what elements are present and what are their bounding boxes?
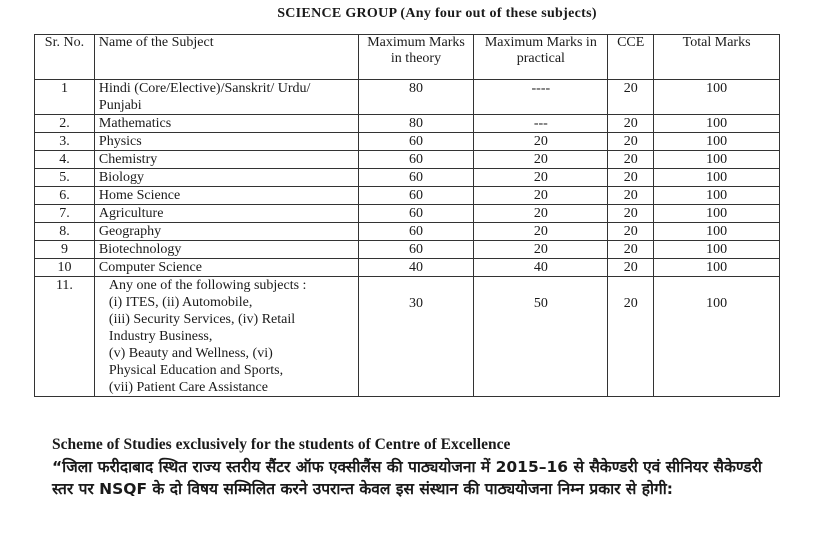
cell-subject: Biology — [94, 169, 358, 187]
cell-practical: ---- — [474, 80, 608, 115]
table-row — [35, 187, 780, 205]
cell-subject: Chemistry — [94, 151, 358, 169]
cell-total: 100 — [654, 115, 780, 133]
table-row — [35, 277, 780, 397]
cell-practical: 20 — [474, 223, 608, 241]
cell-total: 100 — [654, 80, 780, 115]
cell-total: 100 — [654, 241, 780, 259]
cell-sr: 4. — [35, 151, 95, 169]
subject-line: (vii) Patient Care Assistance — [108, 380, 268, 395]
subject-line: (iii) Security Services, (iv) Retail — [108, 312, 296, 327]
cell-practical: 20 — [474, 169, 608, 187]
cell-total: 100 — [654, 259, 780, 277]
cell-cce: 20 — [608, 223, 654, 241]
cell-cce: 20 — [608, 277, 654, 397]
table-row — [35, 259, 780, 277]
cell-total: 100 — [654, 187, 780, 205]
cell-total: 100 — [654, 151, 780, 169]
subject-line: Any one of the following subjects : — [108, 278, 307, 293]
cell-sr: 9 — [35, 241, 95, 259]
subject-line: (i) ITES, (ii) Automobile, — [108, 295, 253, 310]
scheme-title: Scheme of Studies exclusively for the students of Centre of Excellence — [52, 436, 511, 453]
cell-theory: 60 — [358, 241, 474, 259]
cell-total: 100 — [654, 133, 780, 151]
header-total: Total Marks — [654, 35, 780, 80]
cell-cce: 20 — [608, 241, 654, 259]
cell-subject: Computer Science — [94, 259, 358, 277]
cell-cce: 20 — [608, 133, 654, 151]
cell-theory: 60 — [358, 223, 474, 241]
cell-practical: 20 — [474, 187, 608, 205]
cell-subject: Geography — [94, 223, 358, 241]
cell-theory: 80 — [358, 80, 474, 115]
cell-subject: Mathematics — [94, 115, 358, 133]
cell-cce: 20 — [608, 187, 654, 205]
cell-theory: 60 — [358, 169, 474, 187]
header-practical: Maximum Marks in practical — [474, 35, 608, 80]
cell-sr: 1 — [35, 80, 95, 115]
cell-sr: 3. — [35, 133, 95, 151]
header-sr-no: Sr. No. — [35, 35, 95, 80]
cell-total: 100 — [654, 223, 780, 241]
marks-table — [34, 34, 780, 397]
cell-subject: Home Science — [94, 187, 358, 205]
section-title: SCIENCE GROUP (Any four out of these subjects) — [277, 6, 597, 21]
cell-cce: 20 — [608, 169, 654, 187]
table-row — [35, 151, 780, 169]
cell-sr: 7. — [35, 205, 95, 223]
cell-practical: 20 — [474, 151, 608, 169]
cell-theory: 80 — [358, 115, 474, 133]
cell-subject: Hindi (Core/Elective)/Sanskrit/ Urdu/ Punjabi — [94, 80, 358, 115]
cell-practical: 40 — [474, 259, 608, 277]
cell-sr: 6. — [35, 187, 95, 205]
header-subject: Name of the Subject — [94, 35, 358, 80]
cell-practical: 20 — [474, 241, 608, 259]
cell-practical: 50 — [474, 277, 608, 397]
cell-subject: Agriculture — [94, 205, 358, 223]
cell-practical: --- — [474, 115, 608, 133]
table-row — [35, 80, 780, 115]
table-header-row — [35, 35, 780, 80]
cell-sr: 10 — [35, 259, 95, 277]
cell-cce: 20 — [608, 205, 654, 223]
cell-cce: 20 — [608, 151, 654, 169]
table-row — [35, 169, 780, 187]
cell-total: 100 — [654, 169, 780, 187]
table-row — [35, 241, 780, 259]
subject-line: Physical Education and Sports, — [108, 363, 284, 378]
header-cce: CCE — [608, 35, 654, 80]
cell-theory: 60 — [358, 187, 474, 205]
cell-cce: 20 — [608, 80, 654, 115]
cell-subject: Biotechnology — [94, 241, 358, 259]
subject-line: Industry Business, — [108, 329, 213, 344]
cell-cce: 20 — [608, 259, 654, 277]
header-theory: Maximum Marks in theory — [358, 35, 474, 80]
cell-practical: 20 — [474, 205, 608, 223]
cell-practical: 20 — [474, 133, 608, 151]
cell-total: 100 — [654, 205, 780, 223]
cell-theory: 60 — [358, 151, 474, 169]
cell-total: 100 — [654, 277, 780, 397]
cell-sr: 5. — [35, 169, 95, 187]
cell-theory: 30 — [358, 277, 474, 397]
hindi-paragraph: “जिला फरीदाबाद स्थित राज्य स्तरीय सैंटर ऑफ एक्सीलैंस की पाठ्ययोजना में 2015–16 से सैकेण्डरी एवं सीनियर सैकेण्डरी स्तर पर NSQF के दो विषय सम्मिलित करने उपरान्त केवल इस संस्थान की पाठ्ययोजना निम्न प्रकार से होगी: — [52, 458, 762, 498]
cell-sr: 2. — [35, 115, 95, 133]
cell-theory: 60 — [358, 133, 474, 151]
cell-sr: 11. — [35, 277, 95, 397]
table-row — [35, 205, 780, 223]
cell-cce: 20 — [608, 115, 654, 133]
cell-theory: 40 — [358, 259, 474, 277]
table-row — [35, 115, 780, 133]
cell-theory: 60 — [358, 205, 474, 223]
table-row — [35, 223, 780, 241]
cell-subject — [94, 277, 358, 397]
table-row — [35, 133, 780, 151]
cell-sr: 8. — [35, 223, 95, 241]
subject-line: (v) Beauty and Wellness, (vi) — [108, 346, 273, 361]
cell-subject: Physics — [94, 133, 358, 151]
